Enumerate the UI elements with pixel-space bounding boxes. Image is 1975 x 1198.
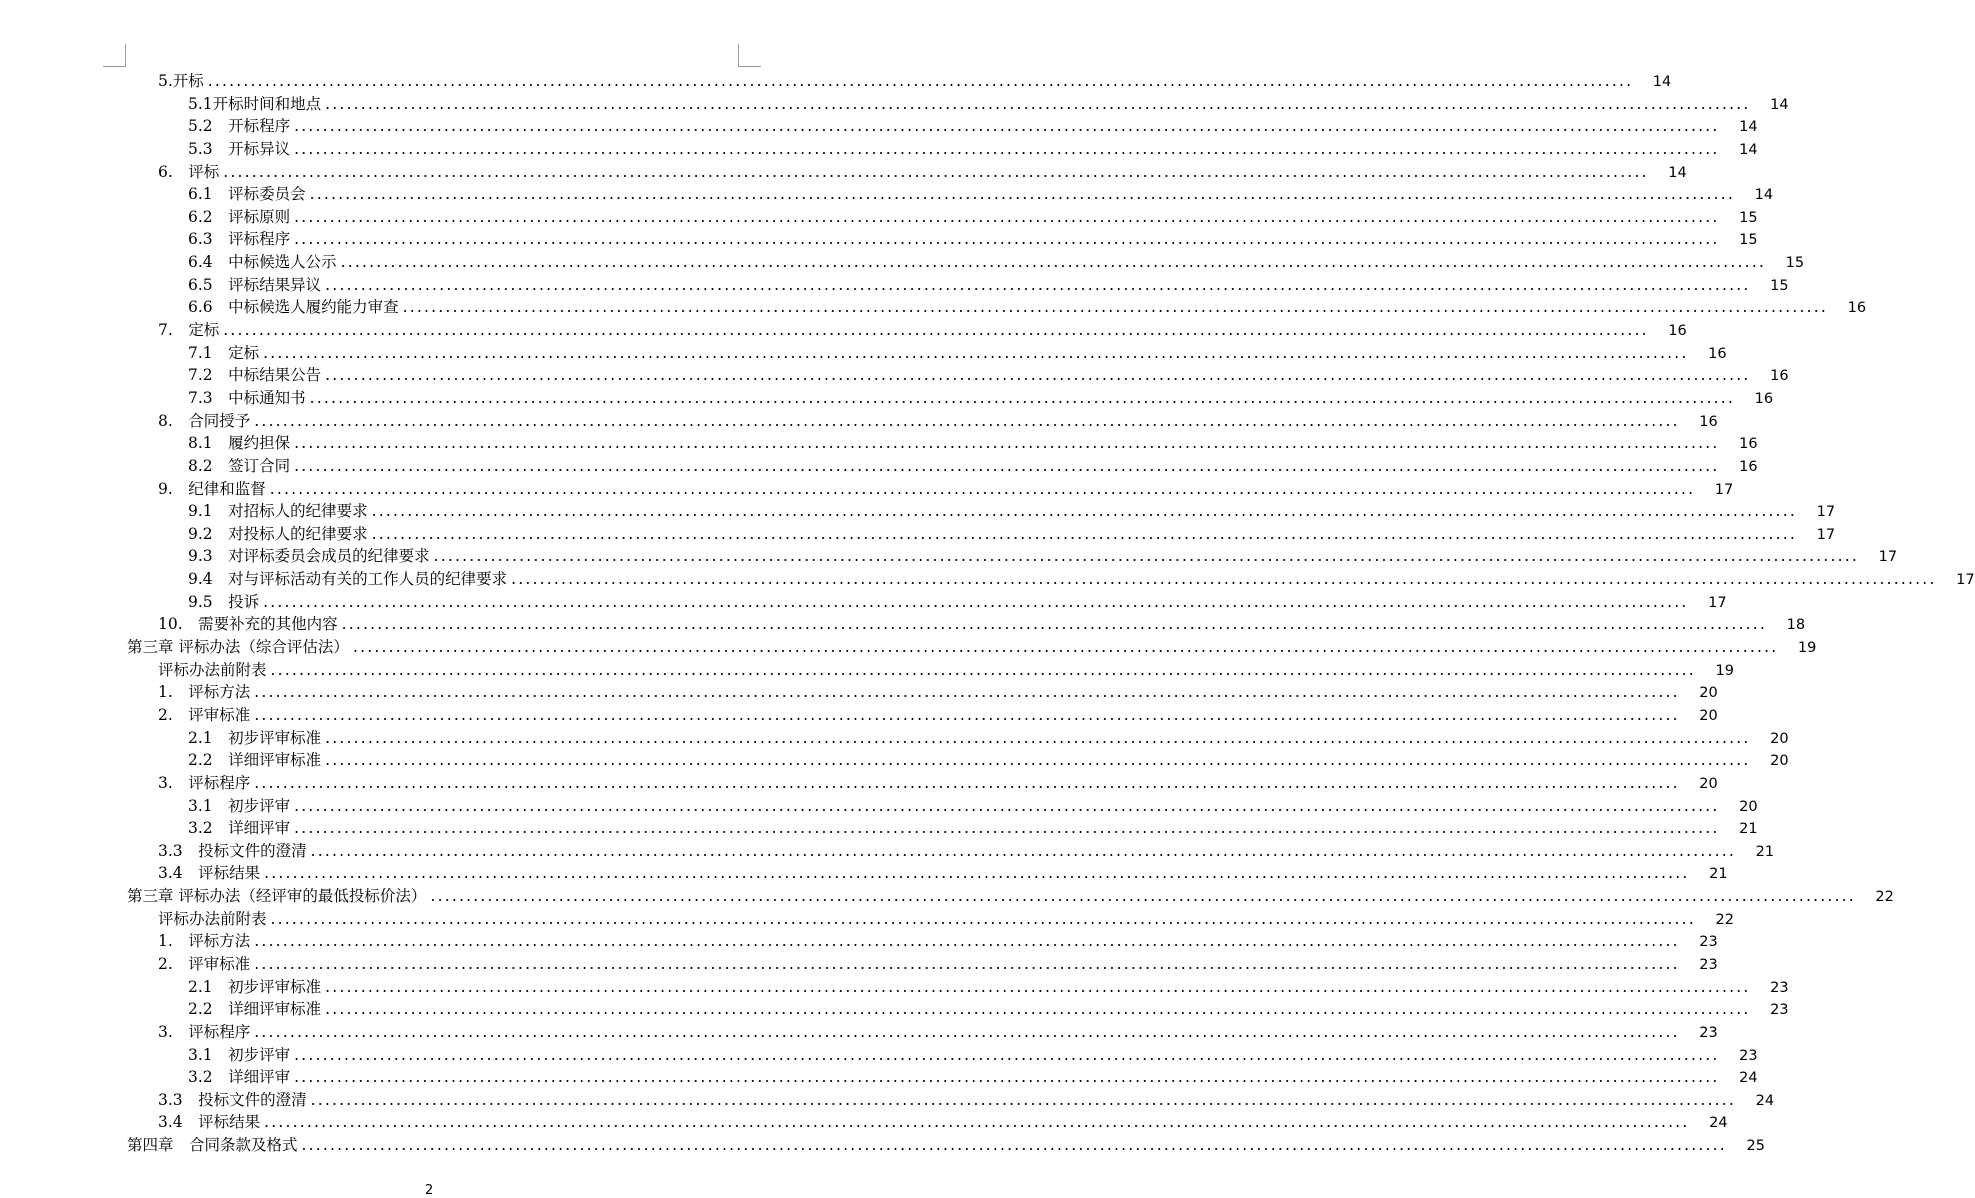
toc-entry[interactable] [0,1021,1718,1044]
toc-entry-page-number: 14 [1770,96,1789,113]
toc-entry[interactable] [0,115,1758,138]
toc-dot-leader: ........................................................................................................................................................................................................ [294,796,1720,815]
toc-entry[interactable] [0,70,1672,93]
toc-entry-title: 1. 评标方法 [158,683,251,702]
toc-entry-title: 评标办法前附表 [158,660,267,679]
toc-dot-leader: ........................................................................................................................................................................................................ [340,253,1767,272]
toc-entry-title: 9.5 投诉 [188,592,260,611]
toc-entry-title: 9.2 对投标人的纪律要求 [188,524,368,543]
toc-dot-leader: ........................................................................................................................................................................................................ [254,705,1680,724]
toc-dot-leader: ........................................................................................................................................................................................................ [371,502,1798,521]
toc-dot-leader: ........................................................................................................................................................................................................ [270,660,1696,679]
toc-entry-page-number: 24 [1755,1092,1775,1109]
toc-entry[interactable] [0,161,1687,184]
toc-entry-page-number: 16 [1699,413,1718,430]
toc-entry[interactable] [0,1111,1728,1134]
toc-entry-title: 2. 评审标准 [158,954,251,973]
toc-entry-page-number: 15 [1739,209,1758,226]
toc-entry-page-number: 20 [1699,707,1718,724]
toc-dot-leader: ........................................................................................................................................................................................................ [223,162,1649,181]
toc-entry[interactable] [0,387,1774,410]
toc-entry-title: 3.2 详细评审 [188,1068,291,1087]
toc-entry[interactable] [0,1089,1775,1112]
toc-entry[interactable] [0,727,1789,750]
toc-entry[interactable] [0,228,1758,251]
toc-entry-title: 2.2 详细评审标准 [188,751,322,770]
toc-entry-page-number: 14 [1739,119,1758,136]
toc-entry-page-number: 19 [1715,662,1734,679]
page-corner-mark-top-left [103,44,126,67]
toc-entry-title: 5.开标 [158,72,204,90]
toc-entry-page-number: 16 [1770,368,1789,385]
toc-entry[interactable] [0,862,1728,885]
toc-entry[interactable] [0,681,1718,704]
toc-entry[interactable] [0,568,1975,591]
toc-dot-leader: ........................................................................................................................................................................................................ [264,1113,1690,1132]
toc-entry-title: 6.2 评标原则 [188,207,291,226]
toc-entry[interactable] [0,523,1836,546]
toc-entry[interactable] [0,500,1836,523]
toc-entry[interactable] [0,296,1867,319]
toc-entry-page-number: 23 [1770,979,1789,996]
toc-entry-title: 3.4 评标结果 [158,1113,261,1132]
toc-dot-leader: ........................................................................................................................................................................................................ [310,841,1737,860]
toc-entry[interactable] [0,319,1687,342]
toc-entry-page-number: 16 [1668,323,1687,340]
toc-entry-page-number: 20 [1739,798,1758,815]
toc-dot-leader: ........................................................................................................................................................................................................ [511,570,1937,589]
toc-entry-title: 3. 评标程序 [158,1022,251,1041]
toc-entry[interactable] [0,478,1734,501]
toc-entry-title: 6. 评标 [158,162,220,181]
toc-entry-title: 6.4 中标候选人公示 [188,253,337,272]
toc-entry-page-number: 21 [1709,866,1728,883]
toc-dot-leader: ........................................................................................................................................................................................................ [294,207,1720,226]
toc-entry-page-number: 20 [1770,730,1789,747]
toc-entry-page-number: 23 [1739,1047,1758,1064]
toc-entry-page-number: 21 [1755,843,1775,860]
toc-entry-page-number: 15 [1785,255,1805,272]
toc-dot-leader: ........................................................................................................................................................................................................ [254,954,1680,973]
toc-dot-leader: ........................................................................................................................................................................................................ [325,751,1751,770]
toc-entry-page-number: 20 [1770,753,1789,770]
toc-dot-leader: ........................................................................................................................................................................................................ [325,366,1751,385]
toc-entry[interactable] [0,749,1789,772]
toc-entry-page-number: 20 [1699,775,1718,792]
toc-entry[interactable] [0,795,1758,818]
toc-entry-page-number: 17 [1878,549,1898,566]
toc-dot-leader: ........................................................................................................................................................................................................ [402,298,1829,317]
toc-dot-leader: ........................................................................................................................................................................................................ [270,909,1696,928]
toc-entry-page-number: 15 [1739,232,1758,249]
toc-entry-title: 3. 评标程序 [158,773,251,792]
toc-entry[interactable] [0,840,1775,863]
toc-entry-title: 第三章 评标办法（经评审的最低投标价法） [127,887,427,906]
toc-entry-page-number: 20 [1699,685,1718,702]
toc-entry[interactable] [0,251,1805,274]
toc-dot-leader: ........................................................................................................................................................................................................ [310,1090,1737,1109]
toc-entry-page-number: 22 [1715,911,1734,928]
toc-entry-page-number: 23 [1770,1002,1789,1019]
toc-entry-page-number: 14 [1754,187,1774,204]
toc-entry-title: 3.4 评标结果 [158,864,261,883]
toc-entry-title: 6.3 评标程序 [188,230,291,249]
toc-entry-title: 6.6 中标候选人履约能力审查 [188,298,399,317]
toc-entry-title: 2.1 初步评审标准 [188,728,322,747]
toc-dot-leader: ........................................................................................................................................................................................................ [352,638,1779,657]
toc-entry-page-number: 15 [1770,277,1789,294]
toc-entry-page-number: 17 [1714,481,1734,498]
toc-entry-title: 6.5 评标结果异议 [188,275,322,294]
toc-entry-page-number: 17 [1956,572,1975,589]
toc-entry[interactable] [0,274,1789,297]
toc-entry-title: 评标办法前附表 [158,909,267,928]
toc-entry[interactable] [0,432,1758,455]
toc-entry-title: 3.1 初步评审 [188,796,291,815]
toc-entry[interactable] [0,772,1718,795]
toc-dot-leader: ........................................................................................................................................................................................................ [264,864,1690,883]
toc-dot-leader: ........................................................................................................................................................................................................ [263,592,1689,611]
toc-entry-title: 1. 评标方法 [158,932,251,951]
toc-entry-page-number: 23 [1699,956,1718,973]
toc-entry-title: 8.2 签订合同 [188,456,291,475]
toc-dot-leader: ........................................................................................................................................................................................................ [309,388,1736,407]
toc-entry-page-number: 17 [1708,594,1727,611]
toc-dot-leader: ........................................................................................................................................................................................................ [254,411,1680,430]
toc-entry-title: 3.3 投标文件的澄清 [158,841,307,860]
toc-entry-title: 9.4 对与评标活动有关的工作人员的纪律要求 [188,570,508,589]
toc-entry[interactable] [0,93,1789,116]
page-corner-mark-top-right [738,44,761,67]
toc-entry[interactable] [0,908,1734,931]
toc-dot-leader: ........................................................................................................................................................................................................ [254,932,1680,951]
toc-entry[interactable] [0,659,1734,682]
toc-entry[interactable] [0,455,1758,478]
toc-entry-title: 9. 纪律和监督 [158,479,266,498]
toc-dot-leader: ........................................................................................................................................................................................................ [325,977,1751,996]
toc-entry-page-number: 25 [1746,1138,1765,1155]
toc-entry[interactable] [0,930,1718,953]
toc-entry[interactable] [0,410,1718,433]
toc-dot-leader: ........................................................................................................................................................................................................ [269,479,1696,498]
toc-entry-page-number: 16 [1739,458,1758,475]
toc-entry-title: 2.2 详细评审标准 [188,1000,322,1019]
toc-dot-leader: ........................................................................................................................................................................................................ [294,434,1720,453]
toc-entry-title: 第四章 合同条款及格式 [127,1136,298,1155]
toc-entry-title: 3.2 详细评审 [188,819,291,838]
toc-entry-page-number: 17 [1816,504,1836,521]
toc-entry-page-number: 16 [1754,390,1774,407]
toc-entry-page-number: 22 [1875,889,1894,906]
toc-entry[interactable] [0,1044,1758,1067]
toc-entry[interactable] [0,545,1898,568]
toc-dot-leader: ........................................................................................................................................................................................................ [254,773,1680,792]
toc-entry-title: 7. 定标 [158,321,220,340]
toc-entry[interactable] [0,138,1758,161]
toc-entry-page-number: 17 [1816,526,1836,543]
toc-dot-leader: ........................................................................................................................................................................................................ [294,819,1720,838]
toc-dot-leader: ........................................................................................................................................................................................................ [371,524,1798,543]
toc-entry-title: 2.1 初步评审标准 [188,977,322,996]
toc-entry-page-number: 16 [1739,436,1758,453]
toc-entry-page-number: 24 [1739,1070,1758,1087]
toc-entry[interactable] [0,636,1817,659]
toc-entry-title: 6.1 评标委员会 [188,185,306,204]
toc-entry-title: 7.1 定标 [188,343,260,362]
toc-entry-title: 5.1开标时间和地点 [188,94,322,113]
table-of-contents [0,70,1975,1157]
toc-entry-page-number: 14 [1668,164,1687,181]
toc-dot-leader: ........................................................................................................................................................................................................ [294,139,1720,158]
toc-dot-leader: ........................................................................................................................................................................................................ [325,1000,1751,1019]
toc-entry-title: 8.1 履约担保 [188,434,291,453]
toc-entry-page-number: 14 [1739,141,1758,158]
toc-dot-leader: ........................................................................................................................................................................................................ [301,1136,1727,1155]
toc-entry[interactable] [0,342,1727,365]
toc-dot-leader: ........................................................................................................................................................................................................ [325,275,1751,294]
toc-entry-page-number: 14 [1652,74,1672,90]
toc-dot-leader: ........................................................................................................................................................................................................ [430,887,1856,906]
toc-entry-title: 9.3 对评标委员会成员的纪律要求 [188,547,430,566]
toc-entry[interactable] [0,953,1718,976]
toc-entry-title: 第三章 评标办法（综合评估法） [127,638,349,657]
toc-entry[interactable] [0,817,1758,840]
toc-entry-page-number: 23 [1699,1024,1718,1041]
toc-entry-page-number: 16 [1708,345,1727,362]
toc-dot-leader: ........................................................................................................................................................................................................ [294,117,1720,136]
toc-dot-leader: ........................................................................................................................................................................................................ [325,94,1751,113]
toc-entry-page-number: 18 [1786,617,1806,634]
toc-entry[interactable] [0,998,1789,1021]
toc-dot-leader: ........................................................................................................................................................................................................ [223,321,1649,340]
toc-entry[interactable] [0,976,1789,999]
toc-entry[interactable] [0,885,1894,908]
toc-dot-leader: ........................................................................................................................................................................................................ [254,683,1680,702]
toc-dot-leader: ........................................................................................................................................................................................................ [294,456,1720,475]
toc-dot-leader: ........................................................................................................................................................................................................ [309,185,1736,204]
toc-entry-title: 5.3 开标异议 [188,139,291,158]
toc-dot-leader: ........................................................................................................................................................................................................ [254,1022,1680,1041]
toc-entry[interactable] [0,183,1774,206]
toc-entry[interactable] [0,364,1789,387]
toc-dot-leader: ........................................................................................................................................................................................................ [294,1068,1720,1087]
toc-entry[interactable] [0,206,1758,229]
toc-entry-title: 5.2 开标程序 [188,117,291,136]
toc-entry-page-number: 16 [1847,300,1867,317]
toc-entry-title: 3.1 初步评审 [188,1045,291,1064]
toc-dot-leader: ........................................................................................................................................................................................................ [263,343,1689,362]
toc-entry[interactable] [0,704,1718,727]
toc-dot-leader: ........................................................................................................................................................................................................ [341,615,1768,634]
toc-entry-title: 10. 需要补充的其他内容 [158,615,338,634]
toc-entry-title: 9.1 对招标人的纪律要求 [188,502,368,521]
toc-entry[interactable] [0,1134,1765,1157]
toc-entry-title: 7.2 中标结果公告 [188,366,322,385]
toc-dot-leader: ........................................................................................................................................................................................................ [207,72,1634,90]
toc-entry-page-number: 21 [1739,821,1758,838]
toc-entry-title: 3.3 投标文件的澄清 [158,1090,307,1109]
toc-entry-title: 8. 合同授予 [158,411,251,430]
page-number: 2 [425,1183,434,1198]
toc-dot-leader: ........................................................................................................................................................................................................ [433,547,1860,566]
toc-dot-leader: ........................................................................................................................................................................................................ [294,1045,1720,1064]
toc-entry[interactable] [0,591,1727,614]
toc-entry[interactable] [0,613,1806,636]
toc-dot-leader: ........................................................................................................................................................................................................ [325,728,1751,747]
toc-entry-title: 2. 评审标准 [158,705,251,724]
toc-entry-page-number: 19 [1797,640,1817,657]
toc-entry-page-number: 24 [1709,1115,1728,1132]
toc-entry-title: 7.3 中标通知书 [188,388,306,407]
toc-dot-leader: ........................................................................................................................................................................................................ [294,230,1720,249]
toc-entry-page-number: 23 [1699,934,1718,951]
toc-entry[interactable] [0,1066,1758,1089]
